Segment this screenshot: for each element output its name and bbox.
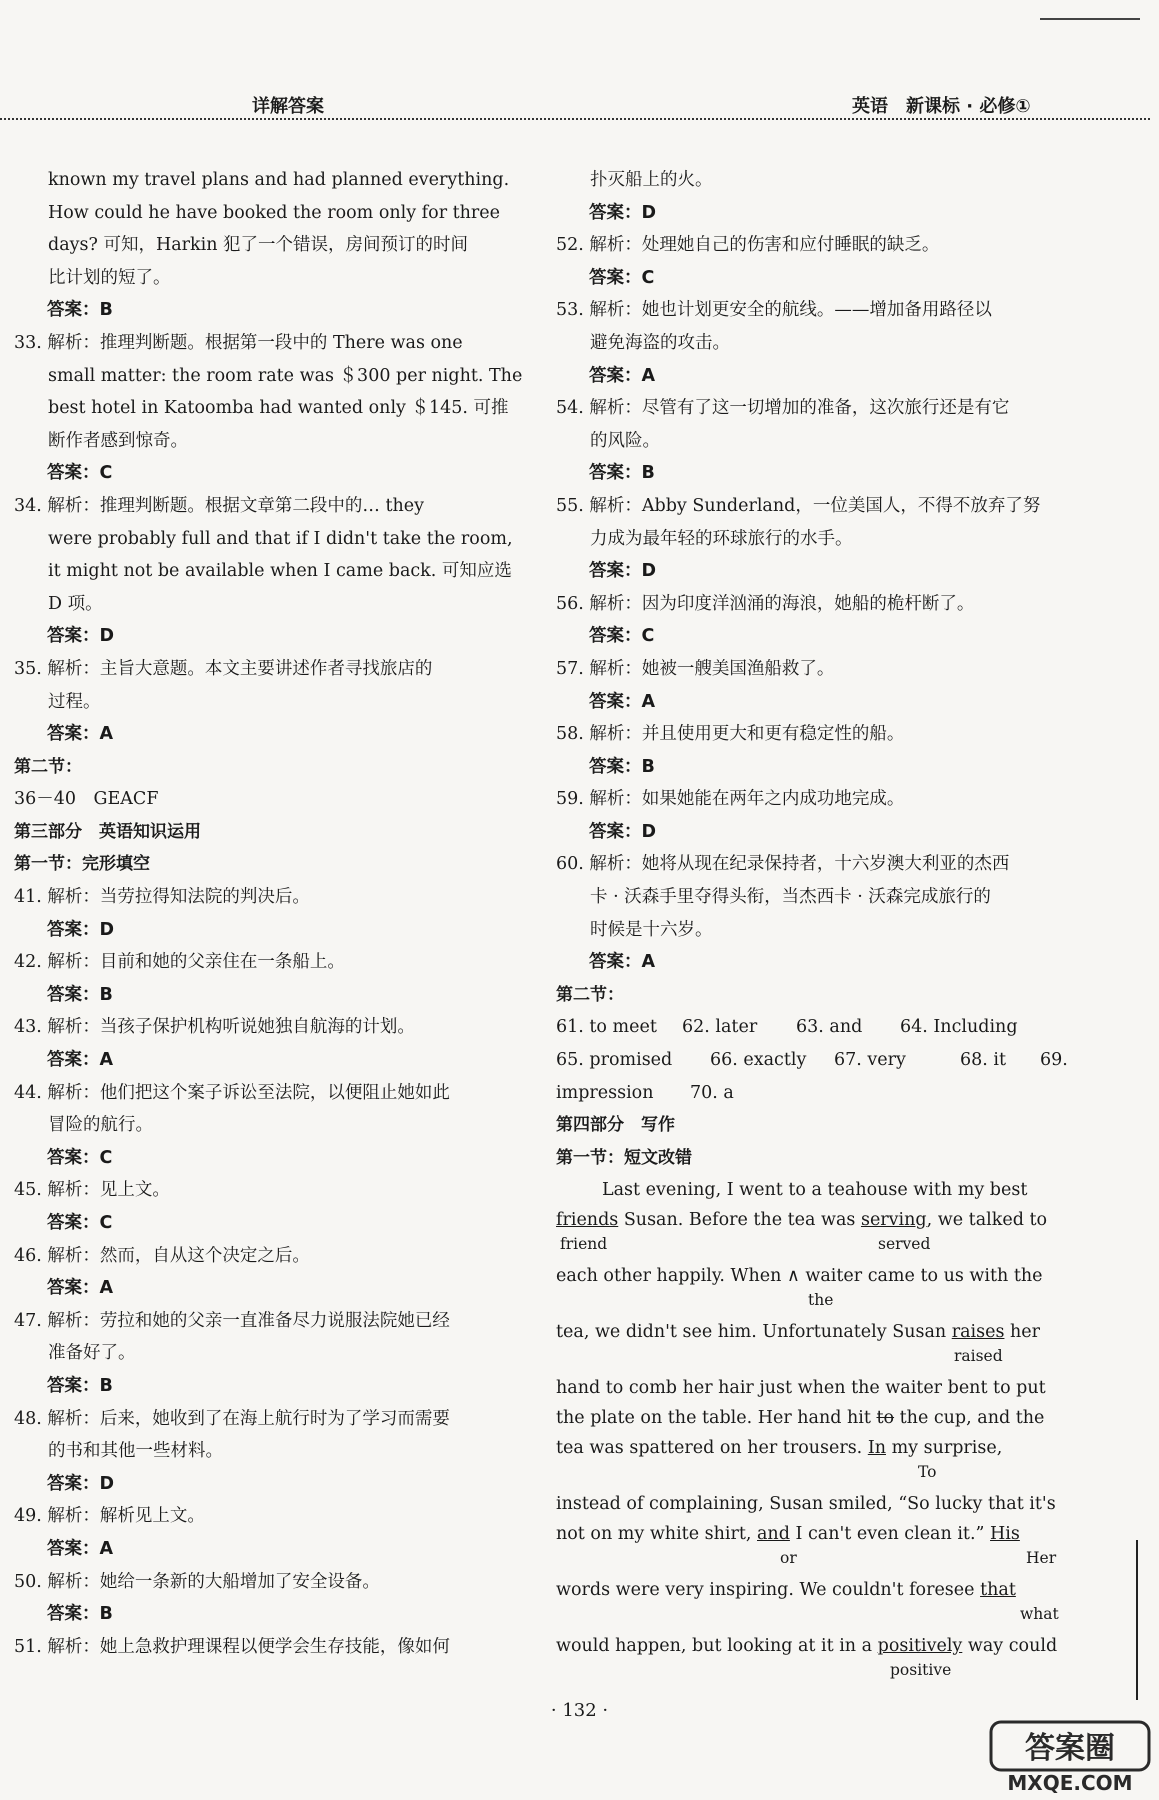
explanation-continuation: were probably full and that if I didn't take the room, <box>48 528 513 549</box>
explanation-continuation: 时候是十六岁。 <box>590 919 713 940</box>
svg-text:答案圈: 答案圈 <box>1025 1731 1115 1766</box>
correction-mark: or <box>780 1549 797 1568</box>
correction-mark: served <box>878 1235 931 1254</box>
explanation-continuation: 力成为最年轻的环球旅行的水手。 <box>590 528 853 549</box>
answer-line: 答案：C <box>47 1147 113 1168</box>
section-heading: 第二节： <box>556 984 624 1005</box>
right-column-answers <box>556 164 1070 1011</box>
header-divider <box>0 118 1150 120</box>
section-heading: 第二节： <box>14 756 82 777</box>
explanation-continuation: D 项。 <box>48 593 103 614</box>
explanation-continuation: 过程。 <box>48 691 101 712</box>
answer-line: 答案：D <box>589 202 657 223</box>
question-explanation: 41. 解析：当劳拉得知法院的判决后。 <box>14 887 310 908</box>
explanation-continuation: 的书和其他一些材料。 <box>48 1441 223 1462</box>
answer-line: 答案：A <box>589 691 656 712</box>
question-explanation: 55. 解析：Abby Sunderland，一位美国人，不得不放弃了努 <box>556 495 1041 516</box>
answer-line: 答案：B <box>589 756 655 777</box>
question-explanation: 60. 解析：她将从现在纪录保持者，十六岁澳大利亚的杰西 <box>556 854 1010 875</box>
answer-line: 答案：A <box>589 952 656 973</box>
question-explanation: 58. 解析：并且使用更大和更有稳定性的船。 <box>556 724 905 745</box>
passage-line: not on my white shirt, and I can't even clean it.” His <box>556 1524 1020 1545</box>
page-header <box>0 92 1080 118</box>
fill-answer: impression <box>556 1082 654 1103</box>
header-left-title: 详解答案 <box>252 96 324 117</box>
fill-answer: 62. later <box>682 1017 758 1038</box>
question-explanation: 47. 解析：劳拉和她的父亲一直准备尽力说服法院她已经 <box>14 1310 450 1331</box>
passage-line: tea was spattered on her trousers. In my surprise, <box>556 1438 1003 1459</box>
passage-line: each other happily. When ∧ waiter came to us with the <box>556 1266 1043 1287</box>
correction-row <box>556 1462 1070 1484</box>
answer-line: 答案：A <box>589 365 656 386</box>
explanation-continuation: known my travel plans and had planned everything. <box>48 170 510 190</box>
correction-row <box>556 1604 1070 1626</box>
answer-line: 答案：B <box>47 300 113 321</box>
section-heading: 第一节：短文改错 <box>556 1147 692 1168</box>
question-explanation: 48. 解析：后来，她收到了在海上航行时为了学习而需要 <box>14 1408 450 1429</box>
explanation-continuation: 卡 · 沃森手里夺得头衔，当杰西卡 · 沃森完成旅行的 <box>590 887 991 908</box>
answer-line: 答案：C <box>47 463 113 484</box>
passage-line: tea, we didn't see him. Unfortunately Susan raises her <box>556 1322 1040 1343</box>
correction-row <box>556 1234 1070 1256</box>
question-explanation: 53. 解析：她也计划更安全的航线。——增加备用路径以 <box>556 300 992 321</box>
question-explanation: 33. 解析：推理判断题。根据第一段中的 There was one <box>14 332 463 353</box>
explanation-continuation: 避免海盗的攻击。 <box>590 332 730 353</box>
question-explanation: 43. 解析：当孩子保护机构听说她独自航海的计划。 <box>14 1017 415 1038</box>
explanation-continuation: 准备好了。 <box>48 1343 136 1364</box>
fill-row-2 <box>556 1044 1070 1077</box>
explanation-continuation: 扑灭船上的火。 <box>590 170 713 190</box>
passage-line: hand to comb her hair just when the waiter bent to put <box>556 1378 1046 1399</box>
correction-mark: positive <box>890 1661 952 1680</box>
question-explanation: 51. 解析：她上急救护理课程以便学会生存技能，像如何 <box>14 1636 450 1657</box>
fill-row-1 <box>556 1011 1070 1044</box>
answer-line: 答案：C <box>589 267 655 288</box>
answer-line: 答案：B <box>47 984 113 1005</box>
answer-line: 答案：A <box>47 1538 114 1559</box>
question-explanation: 49. 解析：解析见上文。 <box>14 1506 205 1527</box>
correction-mark: Her <box>1026 1549 1057 1568</box>
correction-mark: friend <box>560 1235 608 1254</box>
correction-mark: raised <box>954 1347 1003 1366</box>
part-heading: 第四部分 写作 <box>556 1115 675 1136</box>
answer-line: 答案：C <box>47 1213 113 1233</box>
question-explanation: 50. 解析：她给一条新的大船增加了安全设备。 <box>14 1571 380 1592</box>
fill-answer: 61. to meet <box>556 1017 657 1038</box>
question-explanation: 35. 解析：主旨大意题。本文主要讲述作者寻找旅店的 <box>14 658 433 679</box>
question-explanation: 56. 解析：因为印度洋汹涌的海浪，她船的桅杆断了。 <box>556 593 975 614</box>
question-explanation: 59. 解析：如果她能在两年之内成功地完成。 <box>556 789 905 810</box>
question-explanation: 54. 解析：尽管有了这一切增加的准备，这次旅行还是有它 <box>556 398 1010 419</box>
fill-answer: 65. promised <box>556 1050 673 1071</box>
explanation-continuation: 的风险。 <box>590 430 660 451</box>
page-number: · 132 · <box>550 1700 609 1721</box>
passage-line: Last evening, I went to a teahouse with my best <box>602 1180 1028 1201</box>
answer-line: 答案：D <box>47 1473 115 1494</box>
fill-row-3 <box>556 1077 1070 1110</box>
explanation-continuation: 断作者感到惊奇。 <box>48 430 188 451</box>
passage-line: would happen, but looking at it in a positively way could <box>556 1636 1058 1657</box>
top-rule <box>1040 18 1140 20</box>
answer-line: 答案：A <box>47 1278 114 1299</box>
explanation-continuation: days? 可知，Harkin 犯了一个错误，房间预订的时间 <box>48 235 469 256</box>
answer-line: 答案：A <box>47 1050 114 1071</box>
explanation-continuation: it might not be available when I came back. 可知应选 <box>48 561 512 582</box>
answer-line: 答案：B <box>589 463 655 484</box>
question-explanation: 52. 解析：处理她自己的伤害和应付睡眠的缺乏。 <box>556 235 940 256</box>
passage-line: instead of complaining, Susan smiled, “So lucky that it's <box>556 1494 1056 1515</box>
section-heading: 第三部分 英语知识运用 <box>14 821 201 842</box>
watermark-logo <box>985 1718 1155 1796</box>
correction-mark: what <box>1020 1605 1059 1624</box>
answer-line: 答案：C <box>589 626 655 647</box>
right-column <box>556 164 1070 1682</box>
margin-rule <box>1136 1540 1138 1700</box>
header-right-title: 英语 新课标 · 必修① <box>852 96 1031 117</box>
fill-answer: 63. and <box>796 1017 863 1038</box>
explanation-continuation: best hotel in Katoomba had wanted only ＄145. 可推 <box>48 398 509 419</box>
explanation-continuation: 比计划的短了。 <box>48 267 171 288</box>
explanation-continuation: How could he have booked the room only for three <box>48 202 501 223</box>
fill-answer: 68. it <box>960 1050 1007 1071</box>
left-column <box>14 164 536 1663</box>
question-explanation: 44. 解析：他们把这个案子诉讼至法院，以便阻止她如此 <box>14 1082 450 1103</box>
fill-answer: 70. a <box>690 1082 734 1103</box>
fill-answer: 69. <box>1040 1050 1068 1071</box>
answer-line: 答案：D <box>47 919 115 940</box>
fill-answer: 66. exactly <box>710 1050 807 1071</box>
explanation-continuation: 冒险的航行。 <box>48 1115 153 1136</box>
answer-line: 答案：D <box>589 561 657 582</box>
svg-text:MXQE.COM: MXQE.COM <box>1007 1771 1133 1795</box>
passage-line: words were very inspiring. We couldn't foresee that <box>556 1580 1016 1601</box>
correction-mark: To <box>918 1463 937 1482</box>
answer-line: 答案：B <box>47 1604 113 1625</box>
correction-row <box>556 1346 1070 1368</box>
question-explanation: 57. 解析：她被一艘美国渔船救了。 <box>556 658 835 679</box>
question-explanation: 42. 解析：目前和她的父亲住在一条船上。 <box>14 952 345 973</box>
passage-line: the plate on the table. Her hand hit to the cup, and the <box>556 1408 1045 1429</box>
answer-line: 答案：B <box>47 1375 113 1396</box>
question-explanation: 46. 解析：然而，自从这个决定之后。 <box>14 1245 310 1266</box>
question-explanation: 34. 解析：推理判断题。根据文章第二段中的… they <box>14 495 425 516</box>
correction-row <box>556 1548 1070 1570</box>
text-line: 36－40 GEACF <box>14 789 159 810</box>
answer-line: 答案：A <box>47 724 114 745</box>
passage-line: friends Susan. Before the tea was serving, we talked to <box>556 1210 1048 1231</box>
correction-row <box>556 1660 1070 1682</box>
correction-row <box>556 1290 1070 1312</box>
fill-answer: 64. Including <box>900 1017 1018 1038</box>
correction-mark: the <box>808 1291 834 1310</box>
explanation-continuation: small matter: the room rate was ＄300 per night. The <box>48 365 523 386</box>
answer-line: 答案：D <box>47 626 115 647</box>
answer-line: 答案：D <box>589 821 657 842</box>
section-heading: 第一节：完形填空 <box>14 854 150 875</box>
correction-passage <box>556 1174 1070 1682</box>
question-explanation: 45. 解析：见上文。 <box>14 1180 170 1201</box>
fill-answer: 67. very <box>834 1050 906 1071</box>
